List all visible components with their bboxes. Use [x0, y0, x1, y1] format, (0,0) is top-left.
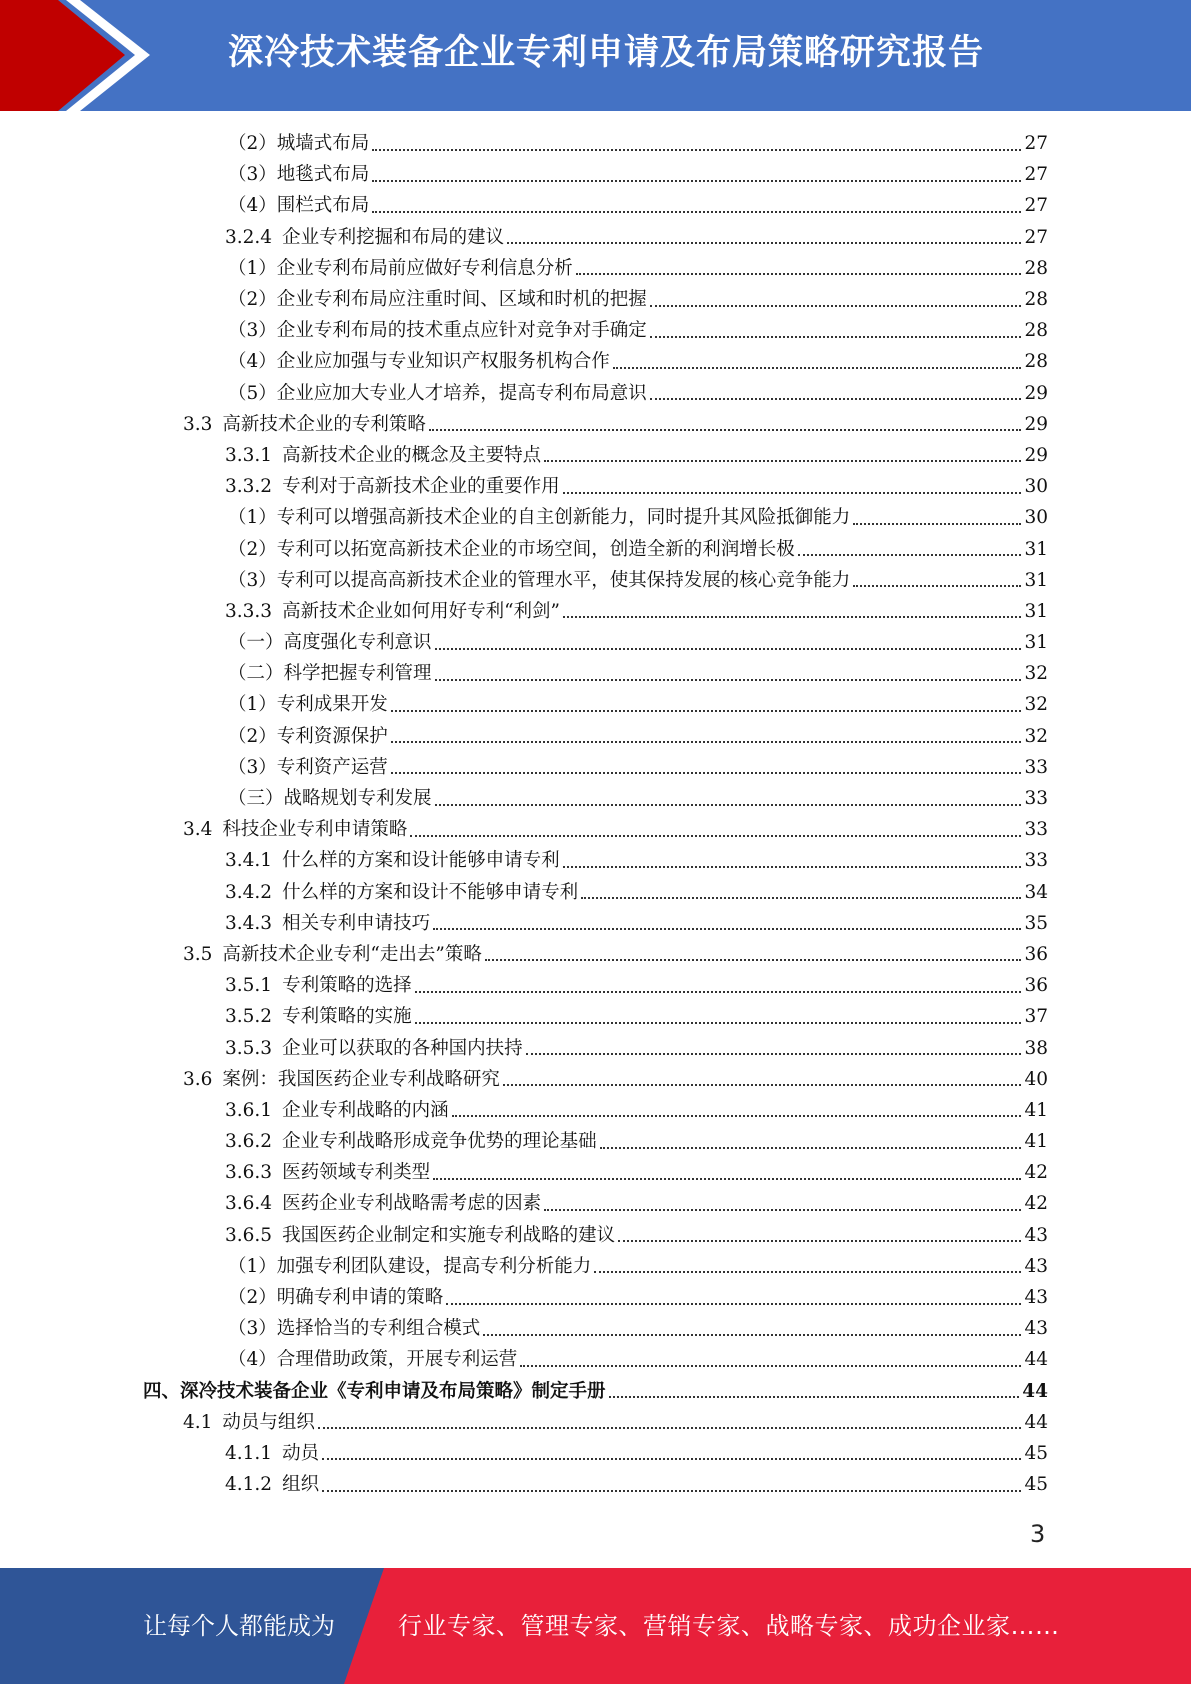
- toc-entry[interactable]: [143, 1220, 1048, 1251]
- toc-entry-page: 38: [1024, 1037, 1048, 1059]
- toc-entry-number: 3.5.3: [225, 1037, 273, 1059]
- toc-entry-page: 27: [1024, 133, 1048, 155]
- toc-entry[interactable]: [143, 471, 1048, 502]
- dot-leader: [563, 866, 1022, 868]
- dot-leader: [581, 897, 1021, 899]
- dot-leader: [503, 1084, 1022, 1086]
- toc-entry-title: （二）科学把握专利管理: [228, 663, 432, 685]
- toc-entry-page: 31: [1024, 632, 1048, 654]
- toc-entry-page: 28: [1024, 289, 1048, 311]
- toc-entry-page: 33: [1024, 819, 1048, 841]
- toc-entry-number: 4.1.1: [225, 1442, 273, 1464]
- toc-entry-title: （5）企业应加大专业人才培养，提高专利布局意识: [228, 382, 647, 404]
- toc-entry-title: （三）战略规划专利发展: [228, 788, 432, 810]
- dot-leader: [433, 1178, 1021, 1180]
- toc-entry-number: 3.5.2: [225, 1006, 273, 1028]
- toc-entry[interactable]: [143, 752, 1048, 783]
- dot-leader: [576, 273, 1022, 275]
- toc-entry-number: 3.2.4: [225, 226, 273, 248]
- table-of-contents: [143, 128, 1048, 1500]
- toc-entry[interactable]: [143, 1438, 1048, 1469]
- toc-entry[interactable]: [143, 1001, 1048, 1032]
- toc-entry-number: 3.5.1: [225, 975, 273, 997]
- toc-entry-title: （3）专利可以提高高新技术企业的管理水平，使其保持发展的核心竞争能力: [228, 569, 851, 591]
- toc-entry-title: 我国医药企业制定和实施专利战略的建议: [282, 1224, 616, 1246]
- toc-entry-page: 36: [1024, 943, 1048, 965]
- dot-leader: [483, 1334, 1021, 1336]
- toc-entry-page: 29: [1024, 413, 1048, 435]
- toc-entry[interactable]: [143, 253, 1048, 284]
- dot-leader: [600, 1147, 1022, 1149]
- dot-leader: [544, 1209, 1021, 1211]
- toc-entry[interactable]: [143, 596, 1048, 627]
- dot-leader: [372, 180, 1021, 182]
- toc-entry-title: 医药企业专利战略需考虑的因素: [282, 1193, 542, 1215]
- toc-entry[interactable]: [143, 1126, 1048, 1157]
- dot-leader: [391, 710, 1022, 712]
- toc-entry-title: （1）企业专利布局前应做好专利信息分析: [228, 257, 573, 279]
- toc-entry-number: 3.6.5: [225, 1224, 273, 1246]
- toc-entry-title: 专利策略的实施: [282, 1006, 412, 1028]
- dot-leader: [322, 1490, 1021, 1492]
- dot-leader: [322, 1458, 1021, 1460]
- dot-leader: [507, 242, 1021, 244]
- toc-entry-number: 3.4.2: [225, 881, 273, 903]
- dot-leader: [609, 1396, 1020, 1398]
- toc-entry-title: （3）专利资产运营: [228, 756, 388, 778]
- toc-entry-page: 31: [1024, 538, 1048, 560]
- toc-entry-page: 41: [1024, 1131, 1048, 1153]
- toc-entry-title: 什么样的方案和设计能够申请专利: [282, 850, 560, 872]
- toc-entry[interactable]: [143, 721, 1048, 752]
- dot-leader: [372, 211, 1021, 213]
- dot-leader: [391, 772, 1022, 774]
- toc-entry[interactable]: [143, 1095, 1048, 1126]
- toc-entry-title: （3）地毯式布局: [228, 164, 370, 186]
- dot-leader: [544, 460, 1021, 462]
- toc-entry[interactable]: [143, 627, 1048, 658]
- toc-entry[interactable]: [143, 877, 1048, 908]
- toc-entry[interactable]: [143, 1344, 1048, 1375]
- toc-entry-title: 医药领域专利类型: [282, 1162, 431, 1184]
- toc-entry-title: 案例：我国医药企业专利战略研究: [222, 1068, 500, 1090]
- toc-entry-title: （3）选择恰当的专利组合模式: [228, 1318, 481, 1340]
- toc-entry-page: 31: [1024, 600, 1048, 622]
- toc-entry-page: 30: [1024, 476, 1048, 498]
- toc-entry-number: 3.3.1: [225, 444, 273, 466]
- toc-entry-page: 43: [1024, 1287, 1048, 1309]
- toc-entry[interactable]: [143, 565, 1048, 596]
- toc-entry[interactable]: [143, 533, 1048, 564]
- toc-entry-title: 动员: [282, 1442, 320, 1464]
- toc-entry-page: 33: [1024, 756, 1048, 778]
- toc-entry-page: 42: [1024, 1193, 1048, 1215]
- toc-entry[interactable]: [143, 128, 1048, 159]
- toc-entry[interactable]: [143, 908, 1048, 939]
- toc-entry-page: 27: [1024, 164, 1048, 186]
- toc-entry-page: 34: [1024, 881, 1048, 903]
- toc-entry-page: 40: [1024, 1068, 1048, 1090]
- dot-leader: [613, 367, 1022, 369]
- toc-entry-page: 37: [1024, 1006, 1048, 1028]
- toc-entry-number: 3.4.3: [225, 912, 273, 934]
- toc-entry-number: 3.5: [183, 943, 213, 965]
- dot-leader: [452, 1115, 1022, 1117]
- toc-entry-page: 27: [1024, 226, 1048, 248]
- toc-entry-number: 3.6.2: [225, 1131, 273, 1153]
- toc-entry-number: 4.1: [183, 1411, 213, 1433]
- toc-entry-title: 高新技术企业专利“走出去”策略: [222, 943, 482, 965]
- toc-entry[interactable]: [143, 1407, 1048, 1438]
- toc-entry-page: 28: [1024, 320, 1048, 342]
- dot-leader: [391, 741, 1022, 743]
- toc-entry-title: （4）围栏式布局: [228, 195, 370, 217]
- toc-entry[interactable]: [143, 1157, 1048, 1188]
- toc-entry-title: 四、深冷技术装备企业《专利申请及布局策略》制定手册: [143, 1380, 606, 1402]
- footer-roles: 行业专家、管理专家、营销专家、战略专家、成功企业家……: [398, 1612, 1060, 1640]
- dot-leader: [433, 928, 1021, 930]
- toc-entry-page: 43: [1024, 1318, 1048, 1340]
- toc-entry-number: 3.4: [183, 819, 213, 841]
- toc-entry-page: 44: [1024, 1411, 1048, 1433]
- toc-entry-number: 3.6: [183, 1068, 213, 1090]
- toc-entry[interactable]: [143, 970, 1048, 1001]
- toc-entry[interactable]: [143, 315, 1048, 346]
- toc-entry-number: 3.3.3: [225, 600, 273, 622]
- toc-entry-title: 企业专利战略形成竞争优势的理论基础: [282, 1131, 597, 1153]
- toc-entry-page: 35: [1024, 912, 1048, 934]
- toc-entry[interactable]: [143, 222, 1048, 253]
- toc-entry-page: 28: [1024, 257, 1048, 279]
- dot-leader: [520, 1365, 1021, 1367]
- dot-leader: [415, 991, 1022, 993]
- toc-entry-number: 3.6.3: [225, 1162, 273, 1184]
- toc-entry-title: （一）高度强化专利意识: [228, 632, 432, 654]
- toc-entry-title: 专利策略的选择: [282, 975, 412, 997]
- toc-entry-title: 专利对于高新技术企业的重要作用: [282, 476, 560, 498]
- toc-entry-page: 43: [1024, 1224, 1048, 1246]
- toc-entry[interactable]: [143, 1469, 1048, 1500]
- toc-entry-title: 相关专利申请技巧: [282, 912, 431, 934]
- red-arrow-decoration: [0, 0, 160, 111]
- toc-entry-page: 36: [1024, 975, 1048, 997]
- toc-entry[interactable]: [143, 159, 1048, 190]
- toc-entry[interactable]: [143, 409, 1048, 440]
- toc-entry[interactable]: [143, 1313, 1048, 1344]
- toc-entry-title: （1）专利成果开发: [228, 694, 388, 716]
- toc-entry-title: （2）企业专利布局应注重时间、区域和时机的把握: [228, 289, 647, 311]
- toc-entry-title: 企业专利战略的内涵: [282, 1099, 449, 1121]
- dot-leader: [435, 679, 1022, 681]
- dot-leader: [650, 336, 1022, 338]
- dot-leader: [650, 398, 1022, 400]
- toc-entry-number: 4.1.2: [225, 1474, 273, 1496]
- dot-leader: [526, 1053, 1022, 1055]
- toc-entry-page: 33: [1024, 850, 1048, 872]
- page-header: [0, 0, 1191, 111]
- toc-entry[interactable]: [143, 814, 1048, 845]
- toc-entry-title: 高新技术企业的概念及主要特点: [282, 444, 542, 466]
- document-title: 深冷技术装备企业专利申请及布局策略研究报告: [228, 33, 985, 73]
- toc-entry-title: （2）专利资源保护: [228, 725, 388, 747]
- toc-entry[interactable]: [143, 1188, 1048, 1219]
- toc-entry-title: 高新技术企业如何用好专利“利剑”: [282, 600, 560, 622]
- dot-leader: [318, 1427, 1022, 1429]
- toc-entry-number: 3.6.1: [225, 1099, 273, 1121]
- dot-leader: [435, 648, 1022, 650]
- toc-entry-page: 32: [1024, 663, 1048, 685]
- dot-leader: [415, 1022, 1022, 1024]
- toc-entry[interactable]: [143, 783, 1048, 814]
- toc-entry-title: 企业专利挖掘和布局的建议: [282, 226, 505, 248]
- toc-entry[interactable]: [143, 1251, 1048, 1282]
- dot-leader: [446, 1303, 1021, 1305]
- dot-leader: [618, 1240, 1021, 1242]
- toc-entry-number: 3.6.4: [225, 1193, 273, 1215]
- toc-entry-page: 41: [1024, 1099, 1048, 1121]
- toc-entry[interactable]: [143, 845, 1048, 876]
- toc-entry-title: 组织: [282, 1474, 320, 1496]
- toc-entry-page: 28: [1024, 351, 1048, 373]
- toc-entry-page: 29: [1024, 382, 1048, 404]
- toc-entry-title: 企业可以获取的各种国内扶持: [282, 1037, 523, 1059]
- toc-entry-page: 32: [1024, 694, 1048, 716]
- toc-entry[interactable]: [143, 1064, 1048, 1095]
- footer-slogan: 让每个人都能成为: [143, 1612, 335, 1640]
- toc-entry-title: （2）城墙式布局: [228, 133, 370, 155]
- toc-entry[interactable]: [143, 440, 1048, 471]
- toc-entry-page: 44: [1022, 1380, 1048, 1402]
- toc-entry-number: 3.3.2: [225, 476, 273, 498]
- toc-entry-page: 42: [1024, 1162, 1048, 1184]
- toc-entry-page: 27: [1024, 195, 1048, 217]
- toc-entry[interactable]: [143, 1032, 1048, 1063]
- toc-entry-page: 32: [1024, 725, 1048, 747]
- dot-leader: [594, 1271, 1021, 1273]
- toc-entry[interactable]: [143, 502, 1048, 533]
- toc-entry[interactable]: [143, 1282, 1048, 1313]
- toc-entry[interactable]: [143, 658, 1048, 689]
- dot-leader: [435, 804, 1022, 806]
- dot-leader: [798, 554, 1022, 556]
- toc-entry-title: 高新技术企业的专利策略: [222, 413, 426, 435]
- toc-entry-page: 45: [1024, 1474, 1048, 1496]
- toc-entry-page: 31: [1024, 569, 1048, 591]
- toc-entry-title: （4）企业应加强与专业知识产权服务机构合作: [228, 351, 610, 373]
- toc-entry[interactable]: [143, 939, 1048, 970]
- toc-entry-page: 30: [1024, 507, 1048, 529]
- toc-entry-title: （1）专利可以增强高新技术企业的自主创新能力，同时提升其风险抵御能力: [228, 507, 851, 529]
- toc-entry[interactable]: [143, 190, 1048, 221]
- page-number: 3: [1030, 1520, 1046, 1548]
- toc-entry[interactable]: [143, 284, 1048, 315]
- toc-entry[interactable]: [143, 689, 1048, 720]
- toc-entry-page: 45: [1024, 1442, 1048, 1464]
- toc-entry-title: （1）加强专利团队建设，提高专利分析能力: [228, 1255, 592, 1277]
- toc-entry-title: （2）专利可以拓宽高新技术企业的市场空间，创造全新的利润增长极: [228, 538, 795, 560]
- toc-entry-number: 3.3: [183, 413, 213, 435]
- dot-leader: [853, 523, 1021, 525]
- dot-leader: [485, 959, 1022, 961]
- dot-leader: [563, 492, 1022, 494]
- toc-entry-number: 3.4.1: [225, 850, 273, 872]
- toc-entry-title: 什么样的方案和设计不能够申请专利: [282, 881, 579, 903]
- toc-entry-title: 动员与组织: [222, 1411, 315, 1433]
- dot-leader: [372, 149, 1021, 151]
- page-footer: [0, 1568, 1191, 1684]
- dot-leader: [429, 429, 1022, 431]
- dot-leader: [410, 835, 1021, 837]
- dot-leader: [853, 585, 1021, 587]
- toc-entry-title: （3）企业专利布局的技术重点应针对竞争对手确定: [228, 320, 647, 342]
- toc-entry[interactable]: [143, 346, 1048, 377]
- toc-entry[interactable]: [143, 1376, 1048, 1407]
- toc-entry-page: 29: [1024, 444, 1048, 466]
- toc-entry-title: （2）明确专利申请的策略: [228, 1287, 444, 1309]
- toc-entry-title: 科技企业专利申请策略: [222, 819, 408, 841]
- dot-leader: [650, 305, 1022, 307]
- dot-leader: [563, 616, 1021, 618]
- toc-entry-page: 43: [1024, 1255, 1048, 1277]
- toc-entry-title: （4）合理借助政策，开展专利运营: [228, 1349, 518, 1371]
- toc-entry-page: 33: [1024, 788, 1048, 810]
- toc-entry[interactable]: [143, 378, 1048, 409]
- toc-entry-page: 44: [1024, 1349, 1048, 1371]
